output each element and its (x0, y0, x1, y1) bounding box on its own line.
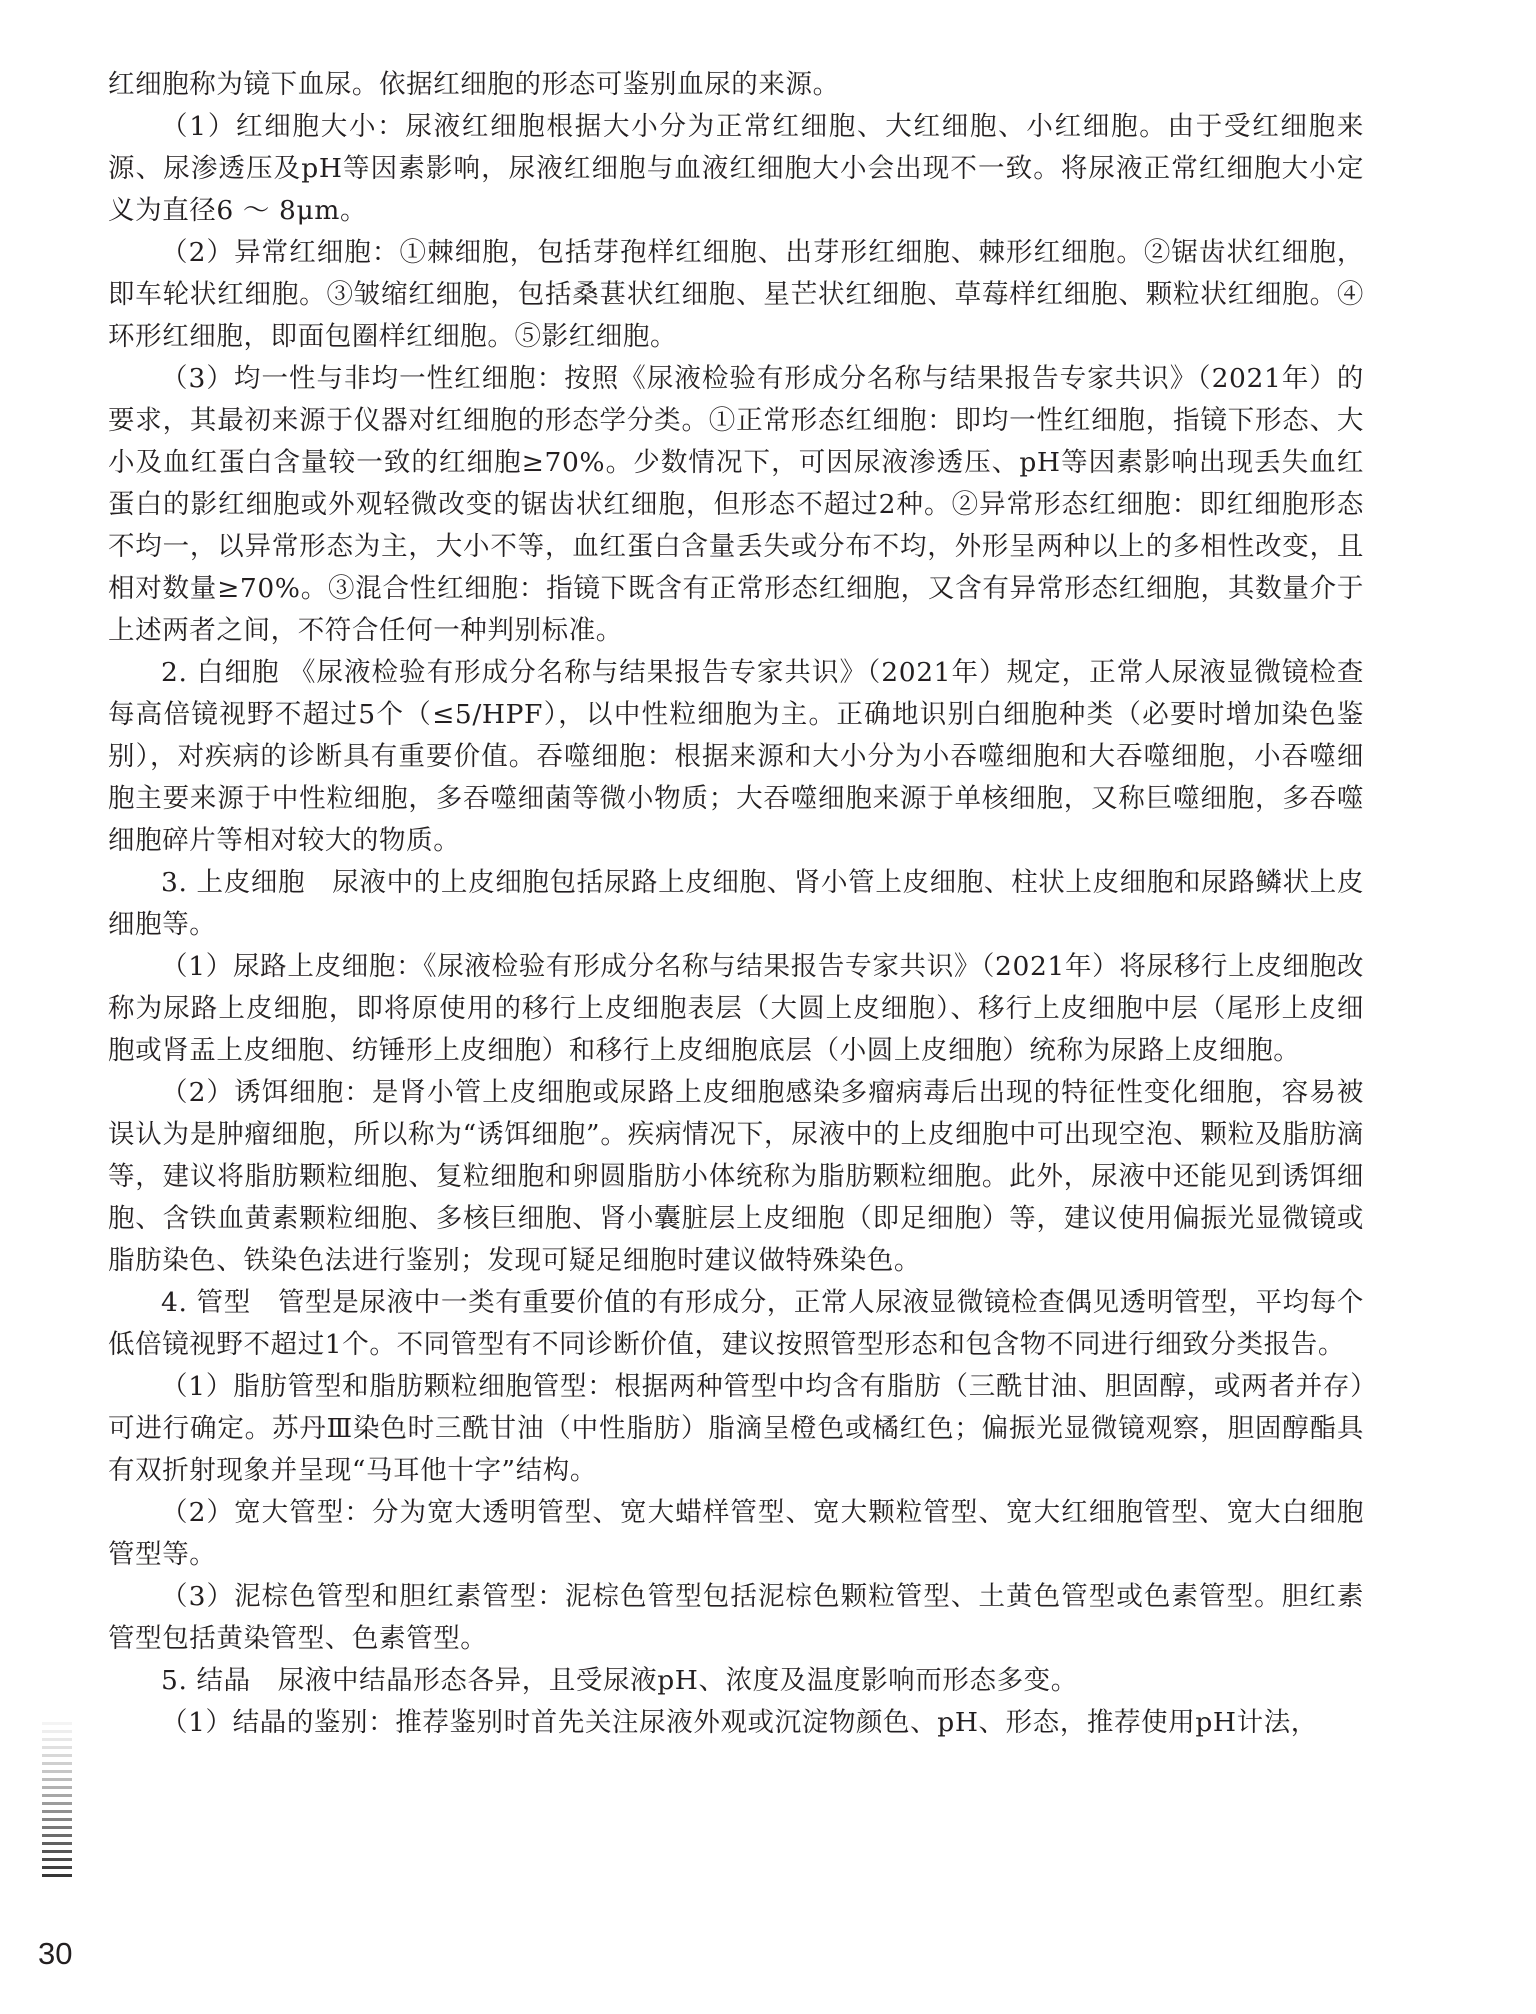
stripe (42, 1874, 72, 1877)
stripe (42, 1794, 72, 1797)
stripe (42, 1754, 72, 1757)
stripe (42, 1770, 72, 1773)
paragraph: （1）脂肪管型和脂肪颗粒细胞管型：根据两种管型中均含有脂肪（三酰甘油、胆固醇，或两者并存）可进行确定。苏丹Ⅲ染色时三酰甘油（中性脂肪）脂滴呈橙色或橘红色；偏振光显微镜观察，胆固醇酯具有双折射现象并呈现“马耳他十字”结构。 (108, 1371, 1364, 1486)
stripe (42, 1762, 72, 1765)
stripe (42, 1866, 72, 1869)
paragraph: （2）诱饵细胞：是肾小管上皮细胞或尿路上皮细胞感染多瘤病毒后出现的特征性变化细胞，容易被误认为是肿瘤细胞，所以称为“诱饵细胞”。疾病情况下，尿液中的上皮细胞中可出现空泡、颗粒及脂肪滴等，建议将脂肪颗粒细胞、复粒细胞和卵圆脂肪小体统称为脂肪颗粒细胞。此外，尿液中还能见到诱饵细胞、含铁血黄素颗粒细胞、多核巨细胞、肾小囊脏层上皮细胞（即足细胞）等，建议使用偏振光显微镜或脂肪染色、铁染色法进行鉴别；发现可疑足细胞时建议做特殊染色。 (108, 1077, 1364, 1276)
stripe (42, 1738, 72, 1741)
decorative-stripe-bar (42, 1722, 72, 1882)
paragraph: （3）泥棕色管型和胆红素管型：泥棕色管型包括泥棕色颗粒管型、土黄色管型或色素管型。胆红素管型包括黄染管型、色素管型。 (108, 1581, 1364, 1654)
stripe (42, 1810, 72, 1813)
stripe (42, 1850, 72, 1853)
paragraph: 5. 结晶 尿液中结晶形态各异，且受尿液pH、浓度及温度影响而形态多变。 (161, 1665, 1078, 1696)
paragraph: （1）尿路上皮细胞：《尿液检验有形成分名称与结果报告专家共识》（2021年）将尿移行上皮细胞改称为尿路上皮细胞，即将原使用的移行上皮细胞表层（大圆上皮细胞）、移行上皮细胞中层（尾形上皮细胞或肾盂上皮细胞、纺锤形上皮细胞）和移行上皮细胞底层（小圆上皮细胞）统称为尿路上皮细胞。 (108, 951, 1364, 1066)
paragraph: 红细胞称为镜下血尿。依据红细胞的形态可鉴别血尿的来源。 (108, 69, 840, 100)
stripe (42, 1778, 72, 1781)
paragraph: （2）宽大管型：分为宽大透明管型、宽大蜡样管型、宽大颗粒管型、宽大红细胞管型、宽大白细胞管型等。 (108, 1497, 1364, 1570)
stripe (42, 1858, 72, 1861)
stripe (42, 1834, 72, 1837)
stripe (42, 1722, 72, 1725)
stripe (42, 1746, 72, 1749)
stripe (42, 1786, 72, 1789)
paragraph: （1）红细胞大小：尿液红细胞根据大小分为正常红细胞、大红细胞、小红细胞。由于受红细胞来源、尿渗透压及pH等因素影响，尿液红细胞与血液红细胞大小会出现不一致。将尿液正常红细胞大小定义为直径6 ～ 8μm。 (108, 111, 1364, 226)
paragraph: （1）结晶的鉴别：推荐鉴别时首先关注尿液外观或沉淀物颜色、pH、形态，推荐使用pH计法， (161, 1707, 1318, 1738)
paragraph: （2）异常红细胞：①棘细胞，包括芽孢样红细胞、出芽形红细胞、棘形红细胞。②锯齿状红细胞，即车轮状红细胞。③皱缩红细胞，包括桑葚状红细胞、星芒状红细胞、草莓样红细胞、颗粒状红细胞。④环形红细胞，即面包圈样红细胞。⑤影红细胞。 (108, 237, 1364, 352)
stripe (42, 1818, 72, 1821)
body-text (108, 64, 1364, 1744)
stripe (42, 1730, 72, 1733)
stripe (42, 1802, 72, 1805)
paragraph: 2. 白细胞 《尿液检验有形成分名称与结果报告专家共识》（2021年）规定，正常人尿液显微镜检查每高倍镜视野不超过5个（≤5/HPF），以中性粒细胞为主。正确地识别白细胞种类（必要时增加染色鉴别），对疾病的诊断具有重要价值。吞噬细胞：根据来源和大小分为小吞噬细胞和大吞噬细胞，小吞噬细胞主要来源于中性粒细胞，多吞噬细菌等微小物质；大吞噬细胞来源于单核细胞，又称巨噬细胞，多吞噬细胞碎片等相对较大的物质。 (108, 657, 1364, 856)
paragraph: 4. 管型 管型是尿液中一类有重要价值的有形成分，正常人尿液显微镜检查偶见透明管型，平均每个低倍镜视野不超过1个。不同管型有不同诊断价值，建议按照管型形态和包含物不同进行细致分类报告。 (108, 1287, 1364, 1360)
page-number: 30 (38, 1936, 73, 1971)
stripe (42, 1842, 72, 1845)
paragraph: 3. 上皮细胞 尿液中的上皮细胞包括尿路上皮细胞、肾小管上皮细胞、柱状上皮细胞和尿路鳞状上皮细胞等。 (108, 867, 1364, 940)
stripe (42, 1826, 72, 1829)
paragraph: （3）均一性与非均一性红细胞：按照《尿液检验有形成分名称与结果报告专家共识》（2021年）的要求，其最初来源于仪器对红细胞的形态学分类。①正常形态红细胞：即均一性红细胞，指镜下形态、大小及血红蛋白含量较一致的红细胞≥70%。少数情况下，可因尿液渗透压、pH等因素影响出现丢失血红蛋白的影红细胞或外观轻微改变的锯齿状红细胞，但形态不超过2种。②异常形态红细胞：即红细胞形态不均一，以异常形态为主，大小不等，血红蛋白含量丢失或分布不均，外形呈两种以上的多相性改变，且相对数量≥70%。③混合性红细胞：指镜下既含有正常形态红细胞，又含有异常形态红细胞，其数量介于上述两者之间，不符合任何一种判别标准。 (108, 363, 1364, 646)
